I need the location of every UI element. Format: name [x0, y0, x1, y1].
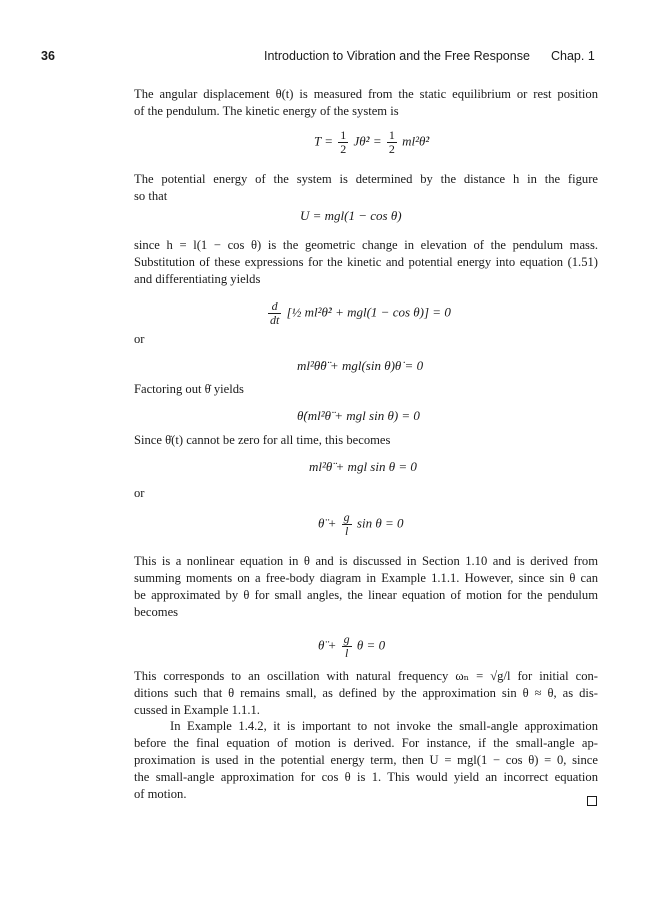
fraction: [387, 129, 397, 156]
page-number: 36: [41, 49, 55, 63]
fraction-numerator: d: [268, 300, 281, 314]
text-line: the small-angle approximation for cos θ is 1. This would yield an incorrect equation: [134, 770, 598, 784]
equation-expanded: ml²θ̇θ̈ + mgl(sin θ)θ̇ = 0: [297, 358, 424, 373]
fraction-numerator: 1: [340, 128, 347, 142]
text-or: or: [134, 332, 145, 346]
text-since: Since θ̇(t) cannot be zero for all time, this becomes: [134, 433, 391, 447]
eq-pre: θ̈ +: [318, 637, 337, 653]
equation-linear-motion: [318, 633, 385, 660]
eq-body: [½ ml²θ̇² + mgl(1 − cos θ)] = 0: [286, 304, 451, 320]
fraction-g-over-l: [342, 633, 352, 660]
eq-lhs: T =: [314, 133, 334, 149]
fraction-denominator: 2: [388, 142, 395, 156]
header-title: Introduction to Vibration and the Free Response: [264, 49, 530, 63]
text-line: summing moments on a free-body diagram in Example 1.1.1. However, since sin θ can: [134, 571, 598, 585]
fraction-denominator: dt: [270, 313, 280, 327]
paragraph-kinetic-intro: [134, 86, 598, 120]
paragraph-nonlinear-discussion: [134, 553, 598, 621]
fraction-numerator: 1: [388, 128, 395, 142]
eq-pre: θ̈ +: [318, 515, 337, 531]
paragraph-potential-intro: [134, 171, 598, 205]
text-line: so that: [134, 189, 168, 203]
text-or: or: [134, 486, 145, 500]
paragraph-natural-frequency: [134, 668, 598, 719]
text-line: Substitution of these expressions for the kinetic and potential energy into equation (1.51): [134, 255, 598, 269]
text-line: In Example 1.4.2, it is important to not invoke the small-angle approximation: [170, 719, 598, 733]
equation-nonlinear-normalized: [318, 511, 404, 538]
fraction-denominator: l: [345, 524, 349, 538]
text-line: be approximated by θ for small angles, the linear equation of motion for the pendulum: [134, 588, 598, 602]
text-line: cussed in Example 1.1.1.: [134, 703, 260, 717]
text-line: The potential energy of the system is determined by the distance h in the figure: [134, 172, 598, 186]
paragraph-small-angle-warning: [134, 718, 598, 803]
running-header: [0, 49, 647, 65]
text-line: of the pendulum. The kinetic energy of the system is: [134, 104, 399, 118]
derivative-operator: [268, 300, 281, 327]
fraction-numerator: g: [343, 510, 350, 524]
text-line: The angular displacement θ(t) is measured from the static equilibrium or rest position: [134, 87, 598, 101]
text-line: since h = l(1 − cos θ) is the geometric change in elevation of the pendulum mass.: [134, 238, 598, 252]
text-line: This corresponds to an oscillation with natural frequency ωₙ = √g/l for initial con-: [134, 669, 598, 683]
text-line: ditions such that θ remains small, as defined by the approximation sin θ ≈ θ, as dis-: [134, 686, 598, 700]
fraction-denominator: 2: [340, 142, 347, 156]
end-of-example-box: [587, 796, 597, 806]
text-factoring: Factoring out θ̇ yields: [134, 382, 244, 396]
text-line: and differentiating yields: [134, 272, 261, 286]
equation-kinetic-energy: [314, 129, 429, 156]
text-line: before the final equation of motion is derived. For instance, if the small-angle ap-: [134, 736, 598, 750]
eq-middle: Jθ̇² =: [353, 133, 382, 149]
equation-potential-energy: U = mgl(1 − cos θ): [300, 208, 402, 223]
text-line: This is a nonlinear equation in θ and is discussed in Section 1.10 and is derived from: [134, 554, 598, 568]
text-line: becomes: [134, 605, 179, 619]
fraction-g-over-l: [342, 511, 352, 538]
eq-post: θ = 0: [356, 637, 386, 653]
fraction: [338, 129, 348, 156]
fraction-denominator: l: [345, 646, 349, 660]
fraction-numerator: g: [343, 632, 350, 646]
text-line: proximation is used in the potential energy term, then U = mgl(1 − cos θ) = 0, since: [134, 753, 598, 767]
eq-rhs: ml²θ̇²: [402, 133, 430, 149]
text-line: of motion.: [134, 787, 187, 801]
equation-factored: θ̇(ml²θ̈ + mgl sin θ) = 0: [297, 408, 420, 423]
eq-post: sin θ = 0: [356, 515, 404, 531]
paragraph-substitution: [134, 237, 598, 288]
equation-nonlinear-motion: ml²θ̈ + mgl sin θ = 0: [309, 459, 417, 474]
header-chapter: Chap. 1: [551, 49, 595, 63]
equation-lagrange-derivative: [266, 300, 451, 327]
